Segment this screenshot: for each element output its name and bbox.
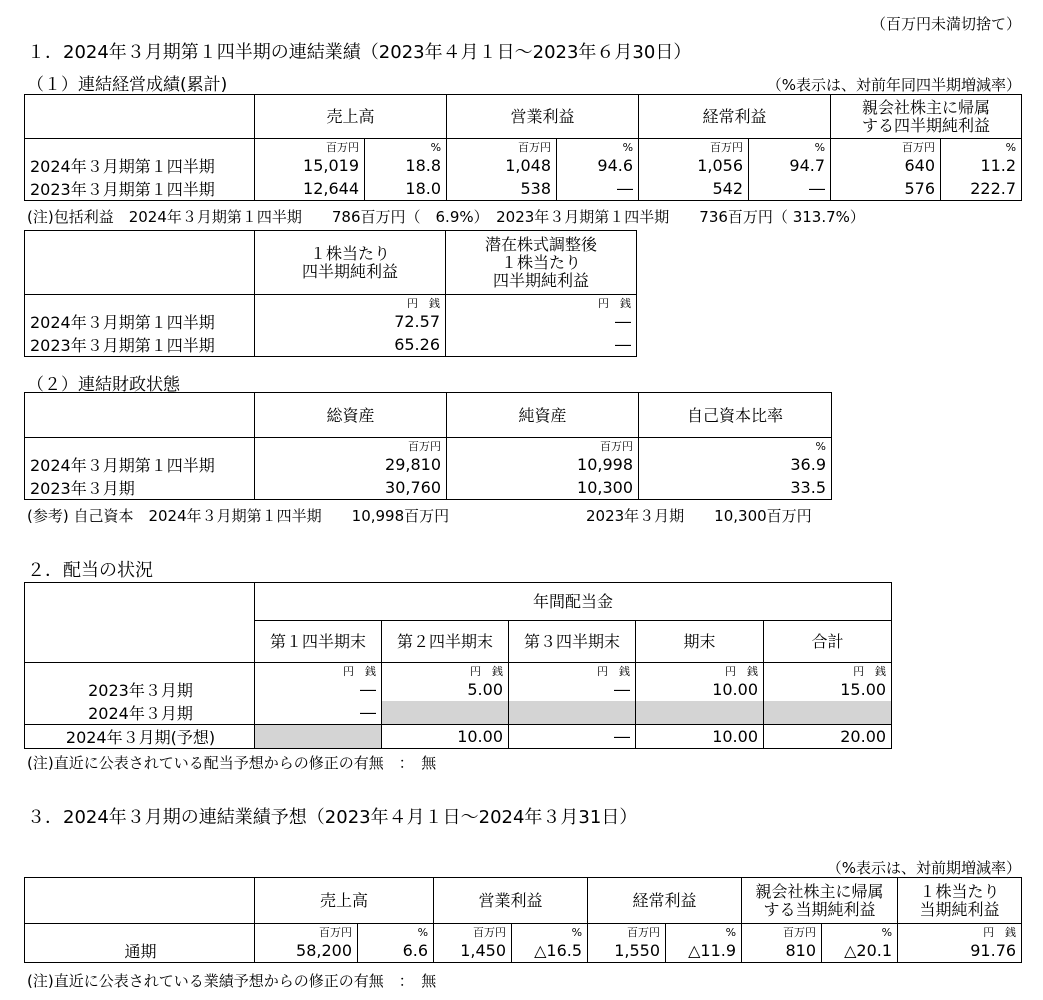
comprehensive-income-note: (注)包括利益 2024年３月期第１四半期 786百万円（ 6.9%） 2023年３月期第１四半期 736百万円（ 313.7%） (27, 208, 865, 226)
header-ordinary-profit: 経常利益 (588, 878, 742, 924)
unit-cell: % (557, 139, 639, 154)
header-sales: 売上高 (255, 95, 447, 139)
forecast-pct-note: （%表示は、対前期増減率） (826, 859, 1021, 877)
row-label: 2024年３月期第１四半期 (25, 310, 255, 333)
row-label: 2023年３月期第１四半期 (25, 333, 255, 357)
unit-cell: 円 銭 (255, 295, 446, 310)
header-net-income: 親会社株主に帰属 する四半期純利益 (831, 95, 1022, 139)
table-row: 2023年３月期第１四半期 12,644 18.0 538 ― 542 ― 576 222.7 (25, 177, 1022, 201)
row-label: 2024年３月期第１四半期 (25, 453, 255, 476)
header-net-income: 親会社株主に帰属 する当期純利益 (742, 878, 898, 924)
unit-cell: 百万円 (831, 139, 941, 154)
unit-note: （百万円未満切捨て） (870, 15, 1021, 33)
operating-results-table (24, 94, 1022, 201)
row-label: 通期 (25, 939, 255, 963)
row-label: 2023年３月期第１四半期 (25, 177, 255, 201)
table-row: 2024年３月期第１四半期 29,810 10,998 36.9 (25, 453, 832, 476)
unit-cell: % (749, 139, 831, 154)
unit-cell: 円 銭 (446, 295, 637, 310)
header-q1-end: 第１四半期末 (255, 621, 382, 663)
unit-cell: % (666, 924, 742, 939)
unit-cell: 円 銭 (636, 663, 764, 678)
unit-cell: % (639, 438, 832, 453)
unit-cell: 円 銭 (509, 663, 636, 678)
unit-cell: % (941, 139, 1022, 154)
unit-cell: 円 銭 (382, 663, 509, 678)
table-row: 2023年３月期 30,760 10,300 33.5 (25, 476, 832, 500)
header-q3-end: 第３四半期末 (509, 621, 636, 663)
equity-reference-note-prior: 2023年３月期 10,300百万円 (586, 507, 812, 525)
unit-cell: % (358, 924, 434, 939)
operating-results-subtitle: （１）連結経営成績(累計) (27, 75, 228, 95)
header-total: 合計 (764, 621, 892, 663)
table-row: 2024年３月期 ― (25, 701, 892, 725)
unit-cell: 百万円 (255, 139, 365, 154)
unit-cell: 百万円 (447, 139, 557, 154)
header-ordinary-profit: 経常利益 (639, 95, 831, 139)
unit-cell: 百万円 (434, 924, 512, 939)
dividend-revision-note: (注)直近に公表されている配当予想からの修正の有無 ： 無 (27, 754, 437, 772)
unit-cell: 百万円 (639, 139, 749, 154)
row-label: 2023年３月期 (25, 678, 255, 701)
table-row: 2023年３月期第１四半期 65.26 ― (25, 333, 637, 357)
table-row: 2023年３月期 ― 5.00 ― 10.00 15.00 (25, 678, 892, 701)
row-label: 2024年３月期(予想) (25, 724, 255, 748)
header-equity-ratio: 自己資本比率 (639, 393, 832, 438)
row-label: 2024年３月期 (25, 701, 255, 725)
header-year-end: 期末 (636, 621, 764, 663)
unit-cell: % (365, 139, 447, 154)
unit-cell: 円 銭 (764, 663, 892, 678)
row-label: 2024年３月期第１四半期 (25, 154, 255, 177)
unit-cell: 円 銭 (255, 663, 382, 678)
eps-table (24, 230, 637, 357)
forecast-revision-note: (注)直近に公表されている業績予想からの修正の有無 ： 無 (27, 972, 437, 990)
header-eps: １株当たり 四半期純利益 (255, 231, 446, 295)
header-operating-profit: 営業利益 (434, 878, 588, 924)
equity-reference-note: (参考) 自己資本 2024年３月期第１四半期 10,998百万円 (27, 507, 450, 525)
table-row: 通期 58,200 6.6 1,450 △16.5 1,550 △11.9 810 △20.1 91.76 (25, 939, 1022, 963)
header-operating-profit: 営業利益 (447, 95, 639, 139)
header-net-assets: 純資産 (447, 393, 639, 438)
financial-position-subtitle: （２）連結財政状態 (27, 375, 180, 395)
header-sales: 売上高 (255, 878, 434, 924)
unit-cell: 百万円 (255, 924, 358, 939)
dividend-table (24, 582, 892, 749)
unit-cell: 百万円 (255, 438, 447, 453)
unit-cell: 円 銭 (898, 924, 1022, 939)
pct-note: （%表示は、対前年同四半期増減率） (766, 76, 1021, 94)
header-eps: １株当たり 当期純利益 (898, 878, 1022, 924)
section2-title: ２．配当の状況 (27, 560, 153, 581)
row-label: 2023年３月期 (25, 476, 255, 500)
header-q2-end: 第２四半期末 (382, 621, 509, 663)
header-total-assets: 総資産 (255, 393, 447, 438)
unit-cell: 百万円 (742, 924, 822, 939)
table-row: 2024年３月期第１四半期 72.57 ― (25, 310, 637, 333)
financial-position-table (24, 392, 832, 500)
unit-cell: % (822, 924, 898, 939)
unit-cell: % (512, 924, 588, 939)
unit-cell: 百万円 (447, 438, 639, 453)
header-diluted-eps: 潜在株式調整後 １株当たり 四半期純利益 (446, 231, 637, 295)
table-row: 2024年３月期第１四半期 15,019 18.8 1,048 94.6 1,056 94.7 640 11.2 (25, 154, 1022, 177)
header-annual-dividend: 年間配当金 (255, 583, 892, 621)
forecast-table (24, 877, 1022, 963)
section1-title: １．2024年３月期第１四半期の連結業績（2023年４月１日～2023年６月30日） (27, 42, 692, 63)
unit-cell: 百万円 (588, 924, 666, 939)
table-row: 2024年３月期(予想) 10.00 ― 10.00 20.00 (25, 724, 892, 748)
section3-title: ３．2024年３月期の連結業績予想（2023年４月１日～2024年３月31日） (27, 807, 638, 828)
